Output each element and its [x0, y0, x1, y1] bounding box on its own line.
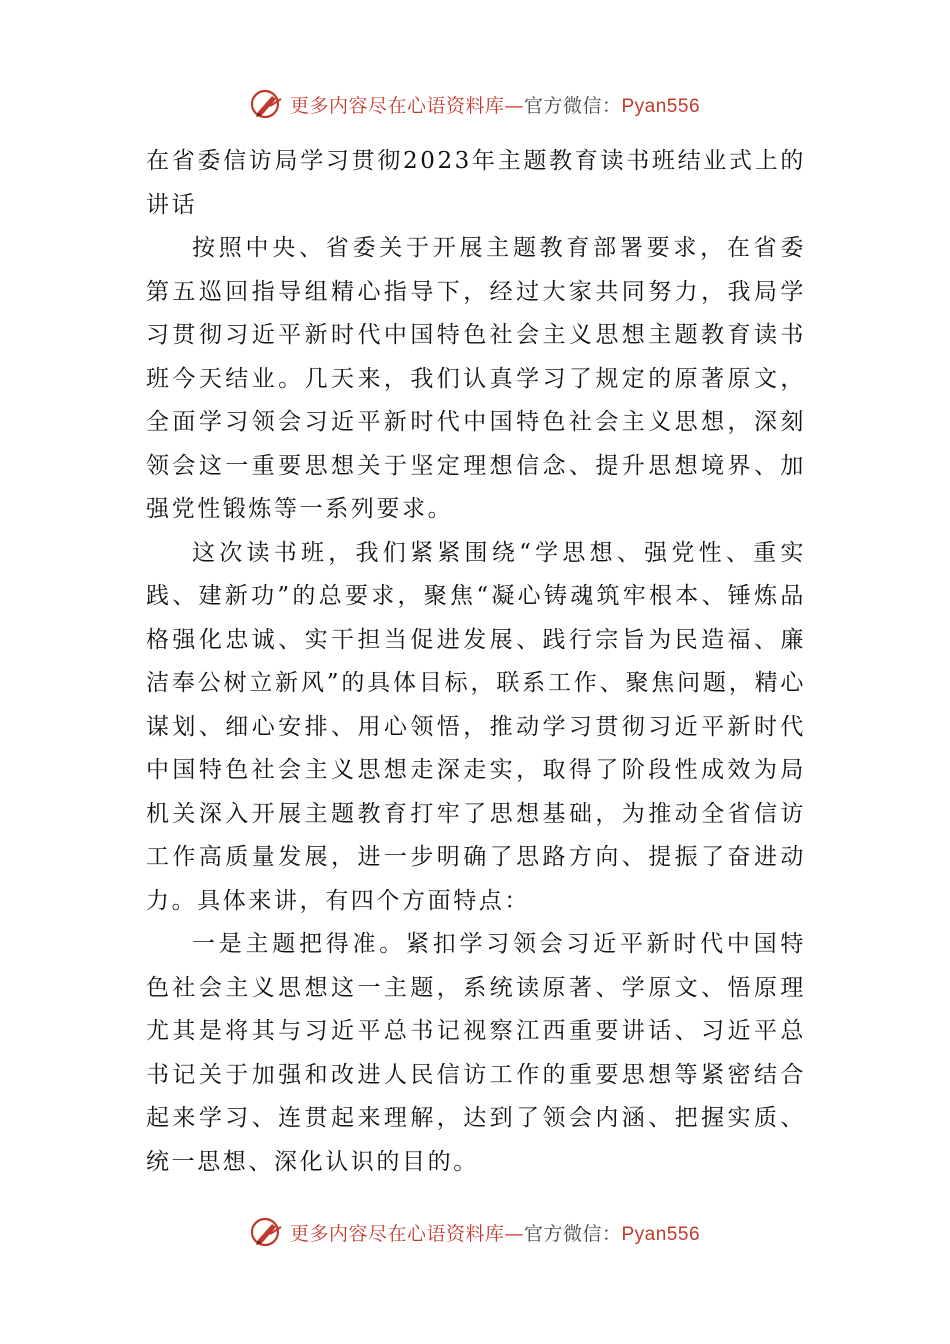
paragraph-3: 一是主题把得准。紧扣学习领会习近平新时代中国特色社会主义思想这一主题，系统读原著、学原文、悟原理尤其是将其与习近平总书记视察江西重要讲话、习近平总书记关于加强和改进人民信访工作的重要思想等紧密结合起来学习、连贯起来理解，达到了领会内涵、把握实质、统一思想、深化认识的目的。 [146, 931, 806, 1175]
banner-wechat-id: Pyan556 [621, 95, 701, 117]
banner-dash: — [504, 94, 524, 117]
banner-wechat-label: 官方微信： [523, 94, 622, 117]
banner-brand: 更多内容尽在心语资料库 [289, 94, 505, 117]
pen-logo-icon [250, 87, 284, 121]
paragraph-2: 这次读书班，我们紧紧围绕“学思想、强党性、重实践、建新功”的总要求，聚焦“凝心铸魂筑牢根本、锤炼品格强化忠诚、实干担当促进发展、践行宗旨为民造福、廉洁奉公树立新风”的具体目标，联系工作、聚焦问题，精心谋划、细心安排、用心领悟，推动学习贯彻习近平新时代中国特色社会主义思想走深走实，取得了阶段性成效为局机关深入开展主题教育打牢了思想基础，为推动全省信访工作高质量发展，进一步明确了思路方向、提振了奋进动力。具体来讲，有四个方面特点： [146, 539, 806, 914]
header-banner [0, 84, 950, 124]
document-body [146, 139, 806, 1184]
banner-text [290, 1219, 700, 1246]
banner-wechat-id: Pyan556 [621, 1223, 701, 1245]
paragraph-1: 按照中央、省委关于开展主题教育部署要求，在省委第五巡回指导组精心指导下，经过大家共同努力，我局学习贯彻习近平新时代中国特色社会主义思想主题教育读书班今天结业。几天来，我们认真学习了规定的原著原文，全面学习领会习近平新时代中国特色社会主义思想，深刻领会这一重要思想关于坚定理想信念、提升思想境界、加强党性锻炼等一系列要求。 [146, 235, 806, 522]
pen-logo-icon [250, 1215, 284, 1249]
footer-banner [0, 1212, 950, 1252]
document-title: 在省委信访局学习贯彻2023年主题教育读书班结业式上的讲话 [146, 148, 806, 218]
banner-text [290, 91, 700, 118]
banner-dash: — [504, 1222, 524, 1245]
banner-brand: 更多内容尽在心语资料库 [289, 1222, 505, 1245]
banner-wechat-label: 官方微信： [523, 1222, 622, 1245]
